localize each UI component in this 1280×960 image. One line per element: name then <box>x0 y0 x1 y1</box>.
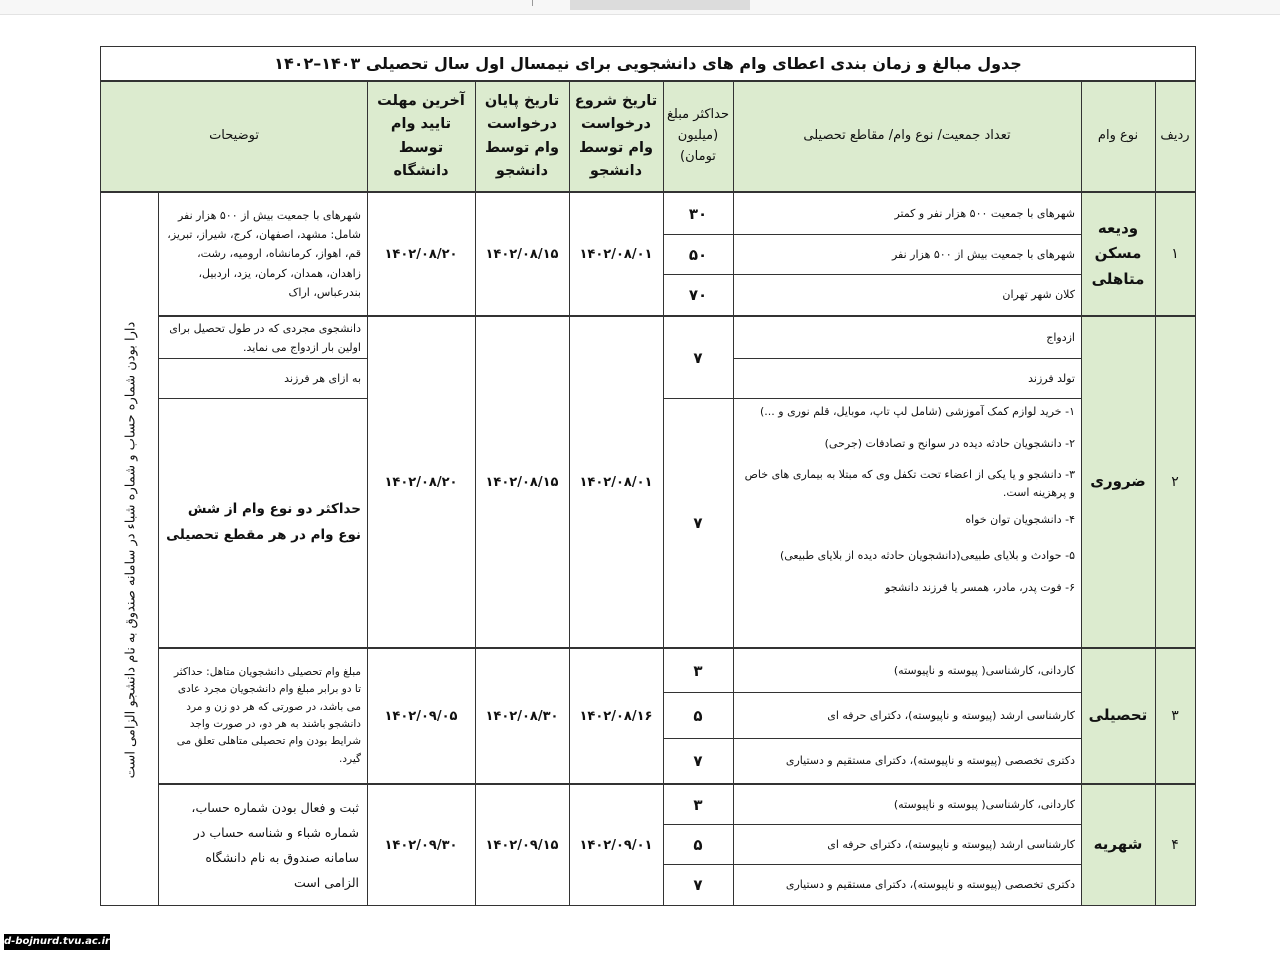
row-2-note-birth: به ازای هر فرزند <box>158 358 368 400</box>
row-2-amount-b: ۷ <box>662 398 734 648</box>
row-2-start-date: ۱۴۰۲/۰۸/۰۱ <box>568 316 664 648</box>
row-4-loan-type: شهریه <box>1080 784 1156 906</box>
row-2-items-b-3: ۳- دانشجو و یا یکی از اعضاء تحت تکفل وی که مبتلا به بیماری های خاص و پرهزینه است. <box>744 468 1075 499</box>
row-3-item-1-label: کاردانی، کارشناسی( پیوسته و ناپیوسته) <box>732 648 1082 694</box>
row-2-items-b-2: ۲- دانشجویان حادثه دیده در سوانح و تصادفات (جرحی) <box>824 436 1075 450</box>
row-3-approval-date: ۱۴۰۲/۰۹/۰۵ <box>366 648 476 784</box>
header-row-number: ردیف <box>1154 81 1196 192</box>
row-1-item-3-amount: ۷۰ <box>662 274 734 316</box>
row-1-note: شهرهای با جمعیت بیش از ۵۰۰ هزار نفر شامل: مشهد، اصفهان، کرج، شیراز، تبریز، قم، اهواز، کرمانشاه، ارومیه، رشت، زاهدان، همدان، کرمان، یزد، اردبیل، بندرعباس، اراک <box>158 192 368 316</box>
row-2-items-b-6: ۶- فوت پدر، مادر، همسر یا فرزند دانشجو <box>885 580 1075 594</box>
row-4-item-2-amount: ۵ <box>662 824 734 866</box>
row-2-number: ۲ <box>1154 316 1196 648</box>
row-4-number: ۴ <box>1154 784 1196 906</box>
row-4-start-date: ۱۴۰۲/۰۹/۰۱ <box>568 784 664 906</box>
table-title: جدول مبالغ و زمان بندی اعطای وام های دانشجویی برای نیمسال اول سال تحصیلی ۱۴۰۳–۱۴۰۲ <box>100 46 1196 81</box>
row-1-item-1-label: شهرهای با جمعیت ۵۰۰ هزار نفر و کمتر <box>732 192 1082 236</box>
row-4-item-1-amount: ۳ <box>662 784 734 826</box>
row-1-item-2-label: شهرهای با جمعیت بیش از ۵۰۰ هزار نفر <box>732 234 1082 276</box>
general-note-text: دارا بودن شماره حساب و شماره شباء در سامانه صندوق به نام دانشجو الزامی است <box>123 321 139 779</box>
row-4-item-1-label: کاردانی، کارشناسی( پیوسته و ناپیوسته) <box>732 784 1082 826</box>
row-3-note: مبلغ وام تحصیلی دانشجویان متاهل: حداکثر تا دو برابر مبلغ وام دانشجویان مجرد عادی می باشد، در صورتی که هر دو زن و مرد دانشجو باشند به هر دو، در صورت واجد شرایط بودن وام تحصیلی متاهلی تعلق می گیرد. <box>158 648 368 784</box>
row-2-items-b-5: ۵- حوادث و بلایای طبیعی(دانشجویان حادثه دیده از بلایای طبیعی) <box>779 548 1075 562</box>
row-2-end-date: ۱۴۰۲/۰۸/۱۵ <box>474 316 570 648</box>
row-4-approval-date: ۱۴۰۲/۰۹/۳۰ <box>366 784 476 906</box>
row-3-start-date: ۱۴۰۲/۰۸/۱۶ <box>568 648 664 784</box>
header-approval-deadline: آخرین مهلت تایید وام توسط دانشگاه <box>366 81 476 192</box>
general-note-cell <box>100 192 160 906</box>
row-3-number: ۳ <box>1154 648 1196 784</box>
loan-table <box>100 46 1196 906</box>
row-2-item-marriage: ازدواج <box>732 316 1082 360</box>
row-2-items-b-1: ۱- خرید لوازم کمک آموزشی (شامل لپ تاپ، موبایل، قلم نوری و ...) <box>759 405 1075 418</box>
header-amount: حداکثر مبلغ (میلیون تومان) <box>662 81 734 192</box>
row-3-loan-type: تحصیلی <box>1080 648 1156 784</box>
row-2-item-birth: تولد فرزند <box>732 358 1082 400</box>
row-1-item-1-amount: ۳۰ <box>662 192 734 236</box>
row-2-items-b <box>732 398 1082 648</box>
row-1-item-2-amount: ۵۰ <box>662 234 734 276</box>
row-2-items-b-4: ۴- دانشجویان توان خواه <box>965 513 1075 527</box>
row-4-note: ثبت و فعال بودن شماره حساب، شماره شباء و شناسه حساب در سامانه صندوق به نام دانشگاه الزامی است <box>158 784 368 906</box>
browser-tab[interactable] <box>570 0 750 10</box>
row-3-item-1-amount: ۳ <box>662 648 734 694</box>
row-2-approval-date: ۱۴۰۲/۰۸/۲۰ <box>366 316 476 648</box>
row-3-item-2-amount: ۵ <box>662 692 734 740</box>
row-3-end-date: ۱۴۰۲/۰۸/۳۰ <box>474 648 570 784</box>
row-2-amount-a: ۷ <box>662 316 734 400</box>
top-bar-divider <box>532 0 533 6</box>
browser-top-bar <box>0 0 1280 15</box>
row-4-item-3-amount: ۷ <box>662 864 734 906</box>
row-1-loan-type: ودیعه مسکن متاهلی <box>1080 192 1156 316</box>
site-watermark: d-bojnurd.tvu.ac.ir <box>4 934 110 950</box>
row-1-end-date: ۱۴۰۲/۰۸/۱۵ <box>474 192 570 316</box>
row-4-end-date: ۱۴۰۲/۰۹/۱۵ <box>474 784 570 906</box>
row-2-note-marriage: دانشجوی مجردی که در طول تحصیل برای اولین بار ازدواج می نماید. <box>158 316 368 360</box>
row-3-item-3-label: دکتری تخصصی (پیوسته و ناپیوسته)، دکترای مستقیم و دستیاری <box>732 738 1082 784</box>
row-1-number: ۱ <box>1154 192 1196 316</box>
row-1-start-date: ۱۴۰۲/۰۸/۰۱ <box>568 192 664 316</box>
row-2-note-b: حداکثر دو نوع وام از شش نوع وام در هر مقطع تحصیلی <box>158 398 368 648</box>
row-4-item-2-label: کارشناسی ارشد (پیوسته و ناپیوسته)، دکترای حرفه ای <box>732 824 1082 866</box>
row-2-loan-type: ضروری <box>1080 316 1156 648</box>
row-4-item-3-label: دکتری تخصصی (پیوسته و ناپیوسته)، دکترای مستقیم و دستیاری <box>732 864 1082 906</box>
header-category: تعداد جمعیت/ نوع وام/ مقاطع تحصیلی <box>732 81 1082 192</box>
row-1-approval-date: ۱۴۰۲/۰۸/۲۰ <box>366 192 476 316</box>
row-3-item-3-amount: ۷ <box>662 738 734 784</box>
header-start-date: تاریخ شروع درخواست وام توسط دانشجو <box>568 81 664 192</box>
row-3-item-2-label: کارشناسی ارشد (پیوسته و ناپیوسته)، دکترای حرفه ای <box>732 692 1082 740</box>
header-end-date: تاریخ پایان درخواست وام توسط دانشجو <box>474 81 570 192</box>
header-loan-type: نوع وام <box>1080 81 1156 192</box>
header-notes: توضیحات <box>100 81 368 192</box>
row-1-item-3-label: کلان شهر تهران <box>732 274 1082 316</box>
